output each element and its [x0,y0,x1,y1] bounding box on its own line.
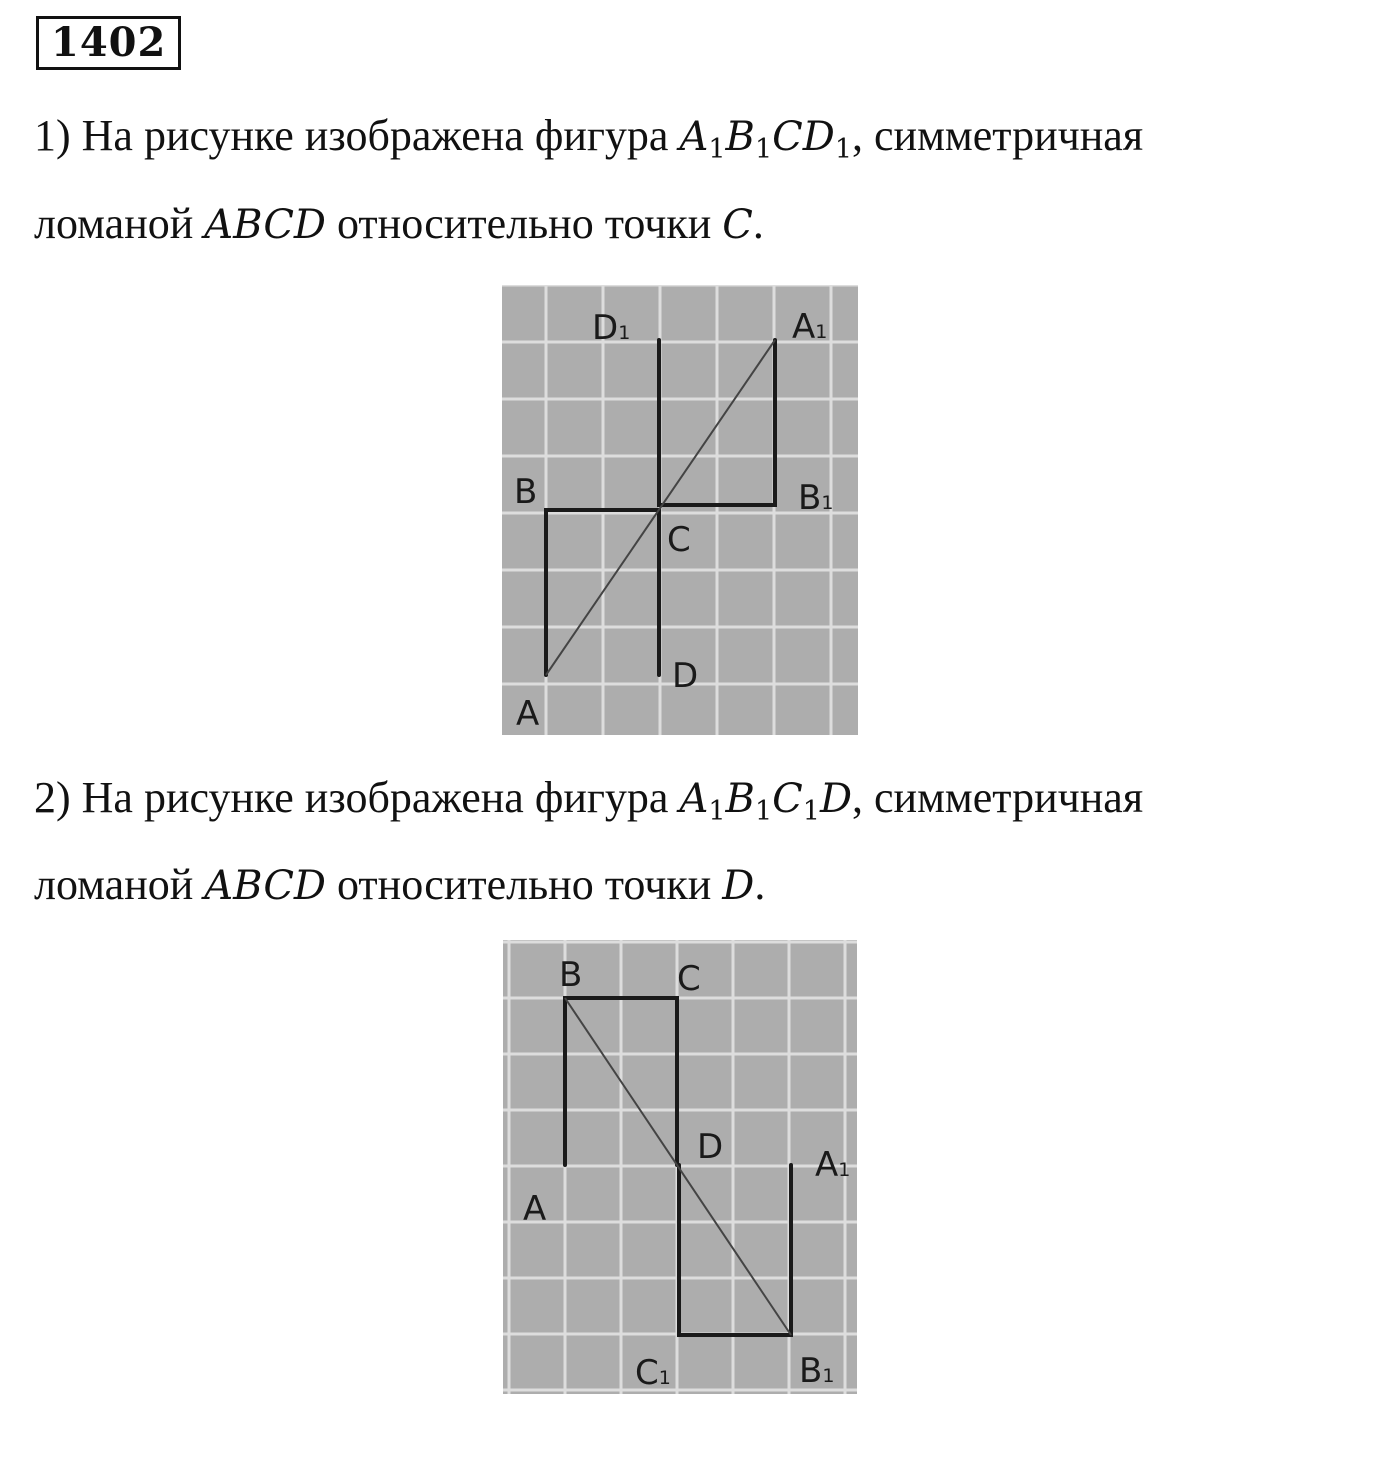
part2-figure-name: $A_1B_1C_1D$ [679,776,853,827]
label-b: B [514,472,538,512]
figure-2-graph-paper [503,940,857,1394]
label-c1: C1 [635,1353,671,1393]
part1-figure-name: $A_1B_1CD_1$ [679,114,853,165]
part2-suffix: , симметричная [852,773,1144,822]
part2-prefix: 2) На рисунке изображена фигура [34,773,680,822]
label-a: A [523,1189,547,1229]
part1-suffix: , симметричная [852,111,1144,160]
part2-line2: ломаной ABCD относительно точки D. [34,860,766,909]
part2-center: D [722,863,755,909]
label-d: D [697,1127,724,1167]
part2-line1 [34,770,1143,827]
label-b1: B1 [799,1351,835,1391]
part2-polyline: ABCD [204,863,326,909]
label-c: C [677,959,701,999]
part1-polyline: ABCD [204,202,326,248]
part1-prefix: 1) На рисунке изображена фигура [34,111,680,160]
label-c: C [667,520,691,560]
problem-number: 1402 [36,16,181,70]
figure-1-graph-paper [502,285,858,735]
label-a1: A1 [792,307,828,347]
label-a: A [516,694,540,734]
part1-line2: ломаной ABCD относительно точки C. [34,199,764,248]
label-b: B [559,955,583,995]
label-d: D [672,656,699,696]
label-a1: A1 [815,1145,851,1185]
part1-line1 [34,108,1143,165]
label-d1: D1 [592,308,631,348]
label-b1: B1 [798,478,834,518]
part1-center: C [722,202,753,248]
